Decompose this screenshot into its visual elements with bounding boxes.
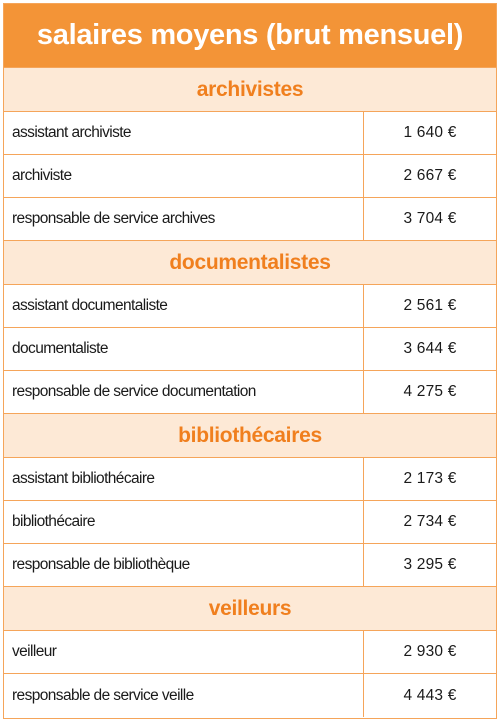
row-label: archiviste bbox=[4, 155, 364, 197]
table-row bbox=[4, 501, 496, 544]
section-header-bibliothecaires: bibliothécaires bbox=[4, 414, 496, 458]
row-value: 3 704 € bbox=[403, 210, 457, 227]
row-label: responsable de service archives bbox=[4, 198, 364, 240]
table-row bbox=[4, 371, 496, 414]
table-row bbox=[4, 544, 496, 587]
section-header-archivistes: archivistes bbox=[4, 68, 496, 112]
table-row bbox=[4, 155, 496, 198]
section-header-veilleurs: veilleurs bbox=[4, 587, 496, 631]
table-row bbox=[4, 328, 496, 371]
section-header-documentalistes: documentalistes bbox=[4, 241, 496, 285]
row-label: veilleur bbox=[4, 631, 364, 673]
row-label: assistant documentaliste bbox=[4, 285, 364, 327]
table-row bbox=[4, 631, 496, 674]
row-value: 2 734 € bbox=[403, 513, 457, 530]
salary-table bbox=[3, 3, 497, 719]
table-row bbox=[4, 285, 496, 328]
row-value: 2 667 € bbox=[403, 167, 457, 184]
row-label: documentaliste bbox=[4, 328, 364, 370]
row-value: 4 443 € bbox=[403, 686, 457, 704]
row-label: bibliothécaire bbox=[4, 501, 364, 543]
table-title: salaires moyens (brut mensuel) bbox=[4, 4, 496, 68]
row-label: responsable de bibliothèque bbox=[4, 544, 364, 586]
row-label: responsable de service veille bbox=[4, 674, 364, 717]
row-value: 1 640 € bbox=[403, 124, 457, 141]
row-value: 3 295 € bbox=[403, 556, 457, 573]
row-value: 2 173 € bbox=[403, 470, 457, 487]
row-value: 3 644 € bbox=[403, 340, 457, 357]
table-row bbox=[4, 674, 496, 717]
table-row bbox=[4, 112, 496, 155]
table-row bbox=[4, 198, 496, 241]
table-row bbox=[4, 458, 496, 501]
row-value: 2 561 € bbox=[403, 297, 457, 314]
row-value: 4 275 € bbox=[403, 383, 457, 400]
row-label: responsable de service documentation bbox=[4, 371, 364, 413]
row-label: assistant bibliothécaire bbox=[4, 458, 364, 500]
row-value: 2 930 € bbox=[403, 643, 457, 660]
row-label: assistant archiviste bbox=[4, 112, 364, 154]
